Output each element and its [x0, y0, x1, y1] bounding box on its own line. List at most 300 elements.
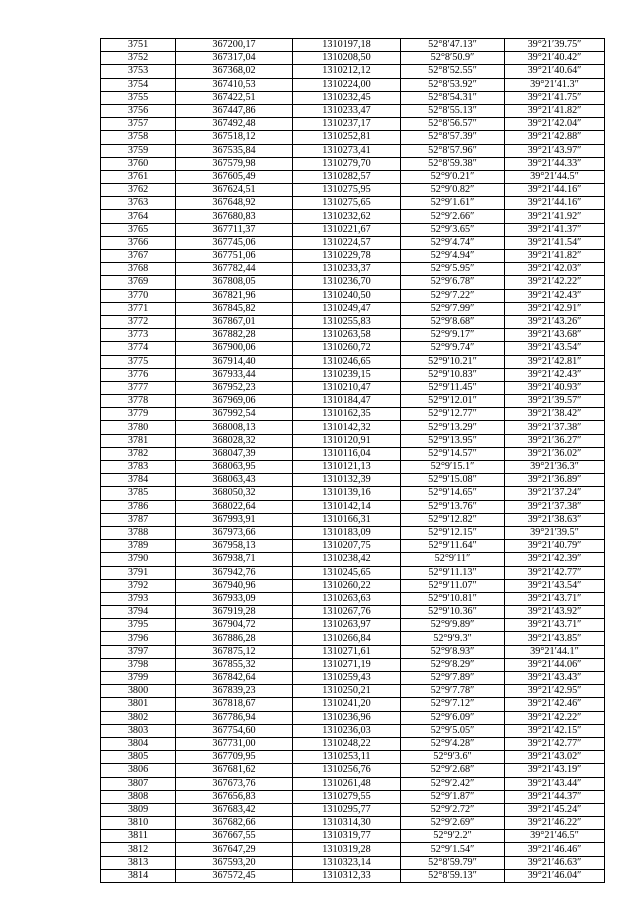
longitude-cell: 39°21′46.46″ — [505, 843, 605, 856]
x-coordinate-cell: 367317,04 — [176, 52, 293, 65]
x-coordinate-cell: 367711,37 — [176, 223, 293, 236]
latitude-cell: 52°9′9.3″ — [401, 632, 505, 645]
point-number-cell: 3788 — [101, 526, 176, 539]
point-number-cell: 3759 — [101, 144, 176, 157]
table-row — [101, 487, 605, 500]
longitude-cell: 39°21′40.93″ — [505, 381, 605, 394]
longitude-cell: 39°21′36.02″ — [505, 447, 605, 460]
x-coordinate-cell: 367818,67 — [176, 698, 293, 711]
x-coordinate-cell: 368047,39 — [176, 447, 293, 460]
latitude-cell: 52°9′6.09″ — [401, 711, 505, 724]
point-number-cell: 3809 — [101, 803, 176, 816]
table-row — [101, 52, 605, 65]
latitude-cell: 52°9′4.28″ — [401, 737, 505, 750]
point-number-cell: 3767 — [101, 250, 176, 263]
y-coordinate-cell: 1310271,19 — [293, 658, 401, 671]
table-row — [101, 500, 605, 513]
y-coordinate-cell: 1310210,47 — [293, 381, 401, 394]
latitude-cell: 52°8′59.38″ — [401, 157, 505, 170]
latitude-cell: 52°9′7.22″ — [401, 289, 505, 302]
x-coordinate-cell: 367933,44 — [176, 368, 293, 381]
table-row — [101, 540, 605, 553]
y-coordinate-cell: 1310319,28 — [293, 843, 401, 856]
y-coordinate-cell: 1310236,03 — [293, 724, 401, 737]
longitude-cell: 39°21′42.77″ — [505, 566, 605, 579]
latitude-cell: 52°9′7.12″ — [401, 698, 505, 711]
table-row — [101, 302, 605, 315]
x-coordinate-cell: 367605,49 — [176, 170, 293, 183]
point-number-cell: 3802 — [101, 711, 176, 724]
y-coordinate-cell: 1310255,83 — [293, 315, 401, 328]
longitude-cell: 39°21′43.85″ — [505, 632, 605, 645]
latitude-cell: 52°8′54.31″ — [401, 91, 505, 104]
latitude-cell: 52°9′7.99″ — [401, 302, 505, 315]
table-row — [101, 619, 605, 632]
longitude-cell: 39°21′44.16″ — [505, 197, 605, 210]
x-coordinate-cell: 367933,09 — [176, 592, 293, 605]
table-row — [101, 157, 605, 170]
point-number-cell: 3798 — [101, 658, 176, 671]
longitude-cell: 39°21′46.63″ — [505, 856, 605, 869]
x-coordinate-cell: 367973,66 — [176, 526, 293, 539]
y-coordinate-cell: 1310263,97 — [293, 619, 401, 632]
y-coordinate-cell: 1310224,00 — [293, 78, 401, 91]
x-coordinate-cell: 367992,54 — [176, 408, 293, 421]
table-row — [101, 606, 605, 619]
latitude-cell: 52°8′59.13″ — [401, 869, 505, 882]
y-coordinate-cell: 1310252,81 — [293, 131, 401, 144]
y-coordinate-cell: 1310267,76 — [293, 606, 401, 619]
point-number-cell: 3791 — [101, 566, 176, 579]
longitude-cell: 39°21′44.5″ — [505, 170, 605, 183]
longitude-cell: 39°21′37.24″ — [505, 487, 605, 500]
longitude-cell: 39°21′42.04″ — [505, 118, 605, 131]
x-coordinate-cell: 368050,32 — [176, 487, 293, 500]
point-number-cell: 3753 — [101, 65, 176, 78]
latitude-cell: 52°9′6.78″ — [401, 276, 505, 289]
longitude-cell: 39°21′43.02″ — [505, 751, 605, 764]
longitude-cell: 39°21′41.82″ — [505, 250, 605, 263]
longitude-cell: 39°21′42.95″ — [505, 685, 605, 698]
y-coordinate-cell: 1310240,50 — [293, 289, 401, 302]
table-row — [101, 421, 605, 434]
longitude-cell: 39°21′42.81″ — [505, 355, 605, 368]
latitude-cell: 52°9′13.29″ — [401, 421, 505, 434]
point-number-cell: 3814 — [101, 869, 176, 882]
y-coordinate-cell: 1310279,55 — [293, 790, 401, 803]
longitude-cell: 39°21′38.42″ — [505, 408, 605, 421]
latitude-cell: 52°9′15.1″ — [401, 461, 505, 474]
point-number-cell: 3751 — [101, 39, 176, 52]
longitude-cell: 39°21′43.43″ — [505, 672, 605, 685]
longitude-cell: 39°21′42.91″ — [505, 302, 605, 315]
point-number-cell: 3764 — [101, 210, 176, 223]
longitude-cell: 39°21′39.57″ — [505, 395, 605, 408]
table-row — [101, 184, 605, 197]
latitude-cell: 52°9′13.95″ — [401, 434, 505, 447]
point-number-cell: 3793 — [101, 592, 176, 605]
latitude-cell: 52°9′3.65″ — [401, 223, 505, 236]
longitude-cell: 39°21′43.44″ — [505, 777, 605, 790]
longitude-cell: 39°21′40.64″ — [505, 65, 605, 78]
table-row — [101, 592, 605, 605]
point-number-cell: 3787 — [101, 513, 176, 526]
y-coordinate-cell: 1310237,17 — [293, 118, 401, 131]
point-number-cell: 3805 — [101, 751, 176, 764]
latitude-cell: 52°9′12.15″ — [401, 526, 505, 539]
y-coordinate-cell: 1310259,43 — [293, 672, 401, 685]
x-coordinate-cell: 368028,32 — [176, 434, 293, 447]
y-coordinate-cell: 1310266,84 — [293, 632, 401, 645]
table-row — [101, 381, 605, 394]
y-coordinate-cell: 1310120,91 — [293, 434, 401, 447]
table-row — [101, 395, 605, 408]
point-number-cell: 3811 — [101, 830, 176, 843]
table-row — [101, 579, 605, 592]
latitude-cell: 52°8′59.79″ — [401, 856, 505, 869]
longitude-cell: 39°21′37.38″ — [505, 500, 605, 513]
latitude-cell: 52°9′11.13″ — [401, 566, 505, 579]
point-number-cell: 3795 — [101, 619, 176, 632]
table-row — [101, 764, 605, 777]
x-coordinate-cell: 368008,13 — [176, 421, 293, 434]
x-coordinate-cell: 367808,05 — [176, 276, 293, 289]
x-coordinate-cell: 367993,91 — [176, 513, 293, 526]
longitude-cell: 39°21′43.54″ — [505, 342, 605, 355]
y-coordinate-cell: 1310166,31 — [293, 513, 401, 526]
table-row — [101, 711, 605, 724]
latitude-cell: 52°9′2.2″ — [401, 830, 505, 843]
latitude-cell: 52°9′2.42″ — [401, 777, 505, 790]
longitude-cell: 39°21′43.19″ — [505, 764, 605, 777]
x-coordinate-cell: 367782,44 — [176, 263, 293, 276]
table-row — [101, 553, 605, 566]
y-coordinate-cell: 1310232,62 — [293, 210, 401, 223]
y-coordinate-cell: 1310207,75 — [293, 540, 401, 553]
y-coordinate-cell: 1310224,57 — [293, 236, 401, 249]
latitude-cell: 52°9′14.57″ — [401, 447, 505, 460]
x-coordinate-cell: 367751,06 — [176, 250, 293, 263]
point-number-cell: 3779 — [101, 408, 176, 421]
latitude-cell: 52°9′10.81″ — [401, 592, 505, 605]
y-coordinate-cell: 1310319,77 — [293, 830, 401, 843]
point-number-cell: 3768 — [101, 263, 176, 276]
point-number-cell: 3778 — [101, 395, 176, 408]
table-row — [101, 250, 605, 263]
point-number-cell: 3784 — [101, 474, 176, 487]
x-coordinate-cell: 367938,71 — [176, 553, 293, 566]
table-row — [101, 236, 605, 249]
table-row — [101, 223, 605, 236]
point-number-cell: 3762 — [101, 184, 176, 197]
latitude-cell: 52°9′7.78″ — [401, 685, 505, 698]
y-coordinate-cell: 1310184,47 — [293, 395, 401, 408]
longitude-cell: 39°21′39.5″ — [505, 526, 605, 539]
y-coordinate-cell: 1310239,15 — [293, 368, 401, 381]
x-coordinate-cell: 367593,20 — [176, 856, 293, 869]
longitude-cell: 39°21′40.42″ — [505, 52, 605, 65]
latitude-cell: 52°9′12.77″ — [401, 408, 505, 421]
point-number-cell: 3776 — [101, 368, 176, 381]
longitude-cell: 39°21′42.15″ — [505, 724, 605, 737]
point-number-cell: 3781 — [101, 434, 176, 447]
longitude-cell: 39°21′36.3″ — [505, 461, 605, 474]
table-row — [101, 566, 605, 579]
y-coordinate-cell: 1310246,65 — [293, 355, 401, 368]
x-coordinate-cell: 368063,43 — [176, 474, 293, 487]
longitude-cell: 39°21′42.22″ — [505, 276, 605, 289]
table-row — [101, 144, 605, 157]
point-number-cell: 3812 — [101, 843, 176, 856]
point-number-cell: 3755 — [101, 91, 176, 104]
x-coordinate-cell: 367572,45 — [176, 869, 293, 882]
longitude-cell: 39°21′41.82″ — [505, 104, 605, 117]
x-coordinate-cell: 367709,95 — [176, 751, 293, 764]
latitude-cell: 52°9′2.69″ — [401, 817, 505, 830]
latitude-cell: 52°9′13.76″ — [401, 500, 505, 513]
y-coordinate-cell: 1310233,47 — [293, 104, 401, 117]
point-number-cell: 3806 — [101, 764, 176, 777]
y-coordinate-cell: 1310250,21 — [293, 685, 401, 698]
x-coordinate-cell: 367422,51 — [176, 91, 293, 104]
y-coordinate-cell: 1310121,13 — [293, 461, 401, 474]
y-coordinate-cell: 1310132,39 — [293, 474, 401, 487]
latitude-cell: 52°9′8.29″ — [401, 658, 505, 671]
point-number-cell: 3771 — [101, 302, 176, 315]
point-number-cell: 3794 — [101, 606, 176, 619]
latitude-cell: 52°9′11.45″ — [401, 381, 505, 394]
table-row — [101, 78, 605, 91]
latitude-cell: 52°8′53.92″ — [401, 78, 505, 91]
y-coordinate-cell: 1310197,18 — [293, 39, 401, 52]
y-coordinate-cell: 1310282,57 — [293, 170, 401, 183]
table-row — [101, 869, 605, 882]
table-row — [101, 632, 605, 645]
table-row — [101, 737, 605, 750]
x-coordinate-cell: 367667,55 — [176, 830, 293, 843]
x-coordinate-cell: 367821,96 — [176, 289, 293, 302]
table-row — [101, 368, 605, 381]
table-row — [101, 65, 605, 78]
longitude-cell: 39°21′36.27″ — [505, 434, 605, 447]
table-row — [101, 118, 605, 131]
latitude-cell: 52°9′12.82″ — [401, 513, 505, 526]
longitude-cell: 39°21′44.37″ — [505, 790, 605, 803]
x-coordinate-cell: 367673,76 — [176, 777, 293, 790]
longitude-cell: 39°21′42.22″ — [505, 711, 605, 724]
x-coordinate-cell: 367914,40 — [176, 355, 293, 368]
y-coordinate-cell: 1310260,22 — [293, 579, 401, 592]
y-coordinate-cell: 1310273,41 — [293, 144, 401, 157]
x-coordinate-cell: 367579,98 — [176, 157, 293, 170]
x-coordinate-cell: 367839,23 — [176, 685, 293, 698]
table-row — [101, 355, 605, 368]
coordinates-table-body — [101, 39, 605, 883]
longitude-cell: 39°21′42.43″ — [505, 368, 605, 381]
longitude-cell: 39°21′42.46″ — [505, 698, 605, 711]
x-coordinate-cell: 367882,28 — [176, 329, 293, 342]
y-coordinate-cell: 1310233,37 — [293, 263, 401, 276]
longitude-cell: 39°21′44.06″ — [505, 658, 605, 671]
y-coordinate-cell: 1310263,63 — [293, 592, 401, 605]
y-coordinate-cell: 1310183,09 — [293, 526, 401, 539]
x-coordinate-cell: 367647,29 — [176, 843, 293, 856]
latitude-cell: 52°9′0.21″ — [401, 170, 505, 183]
longitude-cell: 39°21′42.39″ — [505, 553, 605, 566]
point-number-cell: 3763 — [101, 197, 176, 210]
x-coordinate-cell: 367656,83 — [176, 790, 293, 803]
x-coordinate-cell: 367919,28 — [176, 606, 293, 619]
x-coordinate-cell: 367731,00 — [176, 737, 293, 750]
point-number-cell: 3772 — [101, 315, 176, 328]
point-number-cell: 3774 — [101, 342, 176, 355]
table-row — [101, 698, 605, 711]
longitude-cell: 39°21′39.75″ — [505, 39, 605, 52]
x-coordinate-cell: 367952,23 — [176, 381, 293, 394]
x-coordinate-cell: 367842,64 — [176, 672, 293, 685]
point-number-cell: 3800 — [101, 685, 176, 698]
x-coordinate-cell: 367958,13 — [176, 540, 293, 553]
x-coordinate-cell: 368022,64 — [176, 500, 293, 513]
point-number-cell: 3801 — [101, 698, 176, 711]
table-row — [101, 170, 605, 183]
latitude-cell: 52°9′5.05″ — [401, 724, 505, 737]
latitude-cell: 52°9′11.07″ — [401, 579, 505, 592]
x-coordinate-cell: 367969,06 — [176, 395, 293, 408]
table-row — [101, 276, 605, 289]
latitude-cell: 52°9′1.61″ — [401, 197, 505, 210]
longitude-cell: 39°21′43.71″ — [505, 619, 605, 632]
y-coordinate-cell: 1310260,72 — [293, 342, 401, 355]
x-coordinate-cell: 367942,76 — [176, 566, 293, 579]
latitude-cell: 52°9′9.17″ — [401, 329, 505, 342]
x-coordinate-cell: 367845,82 — [176, 302, 293, 315]
coordinates-table — [100, 38, 605, 883]
longitude-cell: 39°21′43.68″ — [505, 329, 605, 342]
table-row — [101, 672, 605, 685]
table-row — [101, 685, 605, 698]
y-coordinate-cell: 1310212,12 — [293, 65, 401, 78]
point-number-cell: 3804 — [101, 737, 176, 750]
table-row — [101, 830, 605, 843]
latitude-cell: 52°8′50.9″ — [401, 52, 505, 65]
table-row — [101, 289, 605, 302]
table-row — [101, 91, 605, 104]
y-coordinate-cell: 1310208,50 — [293, 52, 401, 65]
latitude-cell: 52°9′12.01″ — [401, 395, 505, 408]
point-number-cell: 3758 — [101, 131, 176, 144]
longitude-cell: 39°21′46.22″ — [505, 817, 605, 830]
x-coordinate-cell: 367682,66 — [176, 817, 293, 830]
latitude-cell: 52°9′4.94″ — [401, 250, 505, 263]
longitude-cell: 39°21′41.75″ — [505, 91, 605, 104]
y-coordinate-cell: 1310295,77 — [293, 803, 401, 816]
longitude-cell: 39°21′38.63″ — [505, 513, 605, 526]
latitude-cell: 52°9′11″ — [401, 553, 505, 566]
latitude-cell: 52°9′10.36″ — [401, 606, 505, 619]
table-row — [101, 263, 605, 276]
point-number-cell: 3810 — [101, 817, 176, 830]
x-coordinate-cell: 367648,92 — [176, 197, 293, 210]
x-coordinate-cell: 367518,12 — [176, 131, 293, 144]
latitude-cell: 52°9′9.74″ — [401, 342, 505, 355]
x-coordinate-cell: 367900,06 — [176, 342, 293, 355]
point-number-cell: 3783 — [101, 461, 176, 474]
longitude-cell: 39°21′40.79″ — [505, 540, 605, 553]
x-coordinate-cell: 367745,06 — [176, 236, 293, 249]
y-coordinate-cell: 1310261,48 — [293, 777, 401, 790]
latitude-cell: 52°9′10.83″ — [401, 368, 505, 381]
point-number-cell: 3799 — [101, 672, 176, 685]
latitude-cell: 52°9′10.21″ — [401, 355, 505, 368]
longitude-cell: 39°21′42.77″ — [505, 737, 605, 750]
latitude-cell: 52°9′2.66″ — [401, 210, 505, 223]
latitude-cell: 52°9′0.82″ — [401, 184, 505, 197]
y-coordinate-cell: 1310263,58 — [293, 329, 401, 342]
longitude-cell: 39°21′43.71″ — [505, 592, 605, 605]
table-row — [101, 803, 605, 816]
y-coordinate-cell: 1310275,65 — [293, 197, 401, 210]
longitude-cell: 39°21′46.04″ — [505, 869, 605, 882]
y-coordinate-cell: 1310245,65 — [293, 566, 401, 579]
y-coordinate-cell: 1310238,42 — [293, 553, 401, 566]
point-number-cell: 3796 — [101, 632, 176, 645]
y-coordinate-cell: 1310139,16 — [293, 487, 401, 500]
point-number-cell: 3760 — [101, 157, 176, 170]
table-row — [101, 790, 605, 803]
point-number-cell: 3777 — [101, 381, 176, 394]
y-coordinate-cell: 1310236,70 — [293, 276, 401, 289]
x-coordinate-cell: 367904,72 — [176, 619, 293, 632]
y-coordinate-cell: 1310323,14 — [293, 856, 401, 869]
longitude-cell: 39°21′43.92″ — [505, 606, 605, 619]
latitude-cell: 52°8′52.55″ — [401, 65, 505, 78]
point-number-cell: 3782 — [101, 447, 176, 460]
table-row — [101, 777, 605, 790]
point-number-cell: 3807 — [101, 777, 176, 790]
y-coordinate-cell: 1310271,61 — [293, 645, 401, 658]
table-row — [101, 329, 605, 342]
table-row — [101, 447, 605, 460]
latitude-cell: 52°9′2.72″ — [401, 803, 505, 816]
x-coordinate-cell: 367200,17 — [176, 39, 293, 52]
latitude-cell: 52°9′7.89″ — [401, 672, 505, 685]
point-number-cell: 3752 — [101, 52, 176, 65]
x-coordinate-cell: 367624,51 — [176, 184, 293, 197]
latitude-cell: 52°9′14.65″ — [401, 487, 505, 500]
longitude-cell: 39°21′41.3″ — [505, 78, 605, 91]
y-coordinate-cell: 1310241,20 — [293, 698, 401, 711]
point-number-cell: 3775 — [101, 355, 176, 368]
table-row — [101, 210, 605, 223]
x-coordinate-cell: 367368,02 — [176, 65, 293, 78]
y-coordinate-cell: 1310256,76 — [293, 764, 401, 777]
point-number-cell: 3813 — [101, 856, 176, 869]
longitude-cell: 39°21′44.33″ — [505, 157, 605, 170]
y-coordinate-cell: 1310142,14 — [293, 500, 401, 513]
x-coordinate-cell: 367886,28 — [176, 632, 293, 645]
table-row — [101, 513, 605, 526]
table-row — [101, 104, 605, 117]
latitude-cell: 52°9′1.87″ — [401, 790, 505, 803]
latitude-cell: 52°9′11.64″ — [401, 540, 505, 553]
longitude-cell: 39°21′41.37″ — [505, 223, 605, 236]
y-coordinate-cell: 1310229,78 — [293, 250, 401, 263]
longitude-cell: 39°21′41.54″ — [505, 236, 605, 249]
longitude-cell: 39°21′36.89″ — [505, 474, 605, 487]
y-coordinate-cell: 1310236,96 — [293, 711, 401, 724]
y-coordinate-cell: 1310232,45 — [293, 91, 401, 104]
